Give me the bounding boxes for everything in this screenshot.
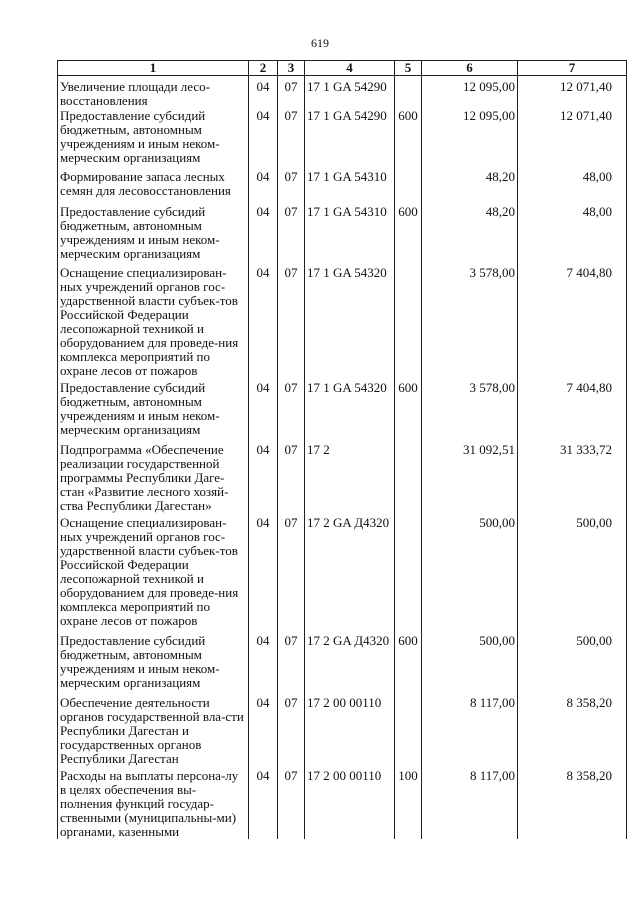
row-amount-year-2: 48,00: [518, 205, 627, 266]
table-row: [58, 109, 627, 170]
row-section: 04: [249, 266, 278, 381]
row-target-code: 17 2 00 00110: [305, 696, 395, 769]
row-expense-type: 600: [395, 109, 422, 170]
row-expense-type: [395, 266, 422, 381]
row-target-code: 17 1 GA 54310: [305, 170, 395, 205]
column-header-2: 2: [249, 61, 278, 76]
row-section: 04: [249, 634, 278, 696]
budget-table: [57, 60, 627, 839]
column-header-7: 7: [518, 61, 627, 76]
row-subsection: 07: [278, 443, 305, 516]
row-subsection: 07: [278, 769, 305, 839]
table-header-row: [58, 61, 627, 76]
row-expense-type: 600: [395, 381, 422, 443]
column-header-5: 5: [395, 61, 422, 76]
row-target-code: 17 2 GA Д4320: [305, 516, 395, 634]
row-subsection: 07: [278, 381, 305, 443]
row-amount-year-1: 12 095,00: [422, 76, 518, 109]
row-amount-year-2: 48,00: [518, 170, 627, 205]
row-name: Обеспечение деятельности органов государственной вла-сти Республики Дагестан и государственных органов Республики Дагестан: [58, 696, 249, 769]
table-row: [58, 769, 627, 839]
row-amount-year-1: 8 117,00: [422, 769, 518, 839]
row-name: Подпрограмма «Обеспечение реализации государственной программы Республики Даге-стан «Развитие лесного хозяй-ства Республики Дагестан»: [58, 443, 249, 516]
row-target-code: 17 1 GA 54290: [305, 76, 395, 109]
row-name: Оснащение специализирован-ных учреждений органов гос-ударственной власти субъек-тов Российской Федерации лесопожарной техникой и оборудованием для проведе-ния комплекса мероприятий по охране лесов от пожаров: [58, 516, 249, 634]
table-row: [58, 266, 627, 381]
table-row: [58, 205, 627, 266]
row-amount-year-2: 500,00: [518, 516, 627, 634]
row-section: 04: [249, 170, 278, 205]
column-header-1: 1: [58, 61, 249, 76]
row-target-code: 17 1 GA 54320: [305, 381, 395, 443]
column-header-6: 6: [422, 61, 518, 76]
row-name: Предоставление субсидий бюджетным, автономным учреждениям и иным неком-мерческим организациям: [58, 109, 249, 170]
row-target-code: 17 2 GA Д4320: [305, 634, 395, 696]
row-section: 04: [249, 109, 278, 170]
table-row: [58, 381, 627, 443]
row-subsection: 07: [278, 516, 305, 634]
row-amount-year-2: 12 071,40: [518, 76, 627, 109]
row-name: Предоставление субсидий бюджетным, автономным учреждениям и иным неком-мерческим организациям: [58, 634, 249, 696]
column-header-4: 4: [305, 61, 395, 76]
row-subsection: 07: [278, 76, 305, 109]
row-amount-year-1: 3 578,00: [422, 266, 518, 381]
row-target-code: 17 2: [305, 443, 395, 516]
row-amount-year-2: 12 071,40: [518, 109, 627, 170]
row-amount-year-1: 48,20: [422, 170, 518, 205]
row-name: Расходы на выплаты персона-лу в целях обеспечения вы-полнения функций государ-ственными (муниципальны-ми) органами, казенными: [58, 769, 249, 839]
row-name: Формирование запаса лесных семян для лесовосстановления: [58, 170, 249, 205]
row-target-code: 17 1 GA 54320: [305, 266, 395, 381]
table-row: [58, 634, 627, 696]
row-amount-year-2: 500,00: [518, 634, 627, 696]
table-row: [58, 516, 627, 634]
row-name: Предоставление субсидий бюджетным, автономным учреждениям и иным неком-мерческим организациям: [58, 381, 249, 443]
row-section: 04: [249, 76, 278, 109]
row-expense-type: 600: [395, 634, 422, 696]
row-section: 04: [249, 443, 278, 516]
table-row: [58, 443, 627, 516]
row-subsection: 07: [278, 266, 305, 381]
row-amount-year-1: 12 095,00: [422, 109, 518, 170]
row-target-code: 17 2 00 00110: [305, 769, 395, 839]
row-amount-year-2: 7 404,80: [518, 266, 627, 381]
row-expense-type: 600: [395, 205, 422, 266]
row-expense-type: [395, 696, 422, 769]
row-amount-year-1: 500,00: [422, 634, 518, 696]
row-subsection: 07: [278, 170, 305, 205]
row-amount-year-1: 8 117,00: [422, 696, 518, 769]
row-name: Оснащение специализирован-ных учреждений органов гос-ударственной власти субъек-тов Российской Федерации лесопожарной техникой и оборудованием для проведе-ния комплекса мероприятий по охране лесов от пожаров: [58, 266, 249, 381]
row-name: Предоставление субсидий бюджетным, автономным учреждениям и иным неком-мерческим организациям: [58, 205, 249, 266]
table-row: [58, 696, 627, 769]
row-section: 04: [249, 769, 278, 839]
row-section: 04: [249, 381, 278, 443]
row-expense-type: [395, 443, 422, 516]
table-body: [58, 76, 627, 839]
row-subsection: 07: [278, 205, 305, 266]
table-row: [58, 76, 627, 109]
row-amount-year-2: 31 333,72: [518, 443, 627, 516]
row-section: 04: [249, 696, 278, 769]
row-amount-year-2: 7 404,80: [518, 381, 627, 443]
table-row: [58, 170, 627, 205]
page-number: 619: [311, 36, 329, 50]
row-expense-type: [395, 170, 422, 205]
row-target-code: 17 1 GA 54310: [305, 205, 395, 266]
row-amount-year-1: 48,20: [422, 205, 518, 266]
row-amount-year-1: 31 092,51: [422, 443, 518, 516]
row-expense-type: 100: [395, 769, 422, 839]
row-amount-year-2: 8 358,20: [518, 769, 627, 839]
row-subsection: 07: [278, 696, 305, 769]
row-amount-year-2: 8 358,20: [518, 696, 627, 769]
row-expense-type: [395, 516, 422, 634]
row-section: 04: [249, 516, 278, 634]
row-amount-year-1: 500,00: [422, 516, 518, 634]
column-header-3: 3: [278, 61, 305, 76]
row-subsection: 07: [278, 634, 305, 696]
row-target-code: 17 1 GA 54290: [305, 109, 395, 170]
row-expense-type: [395, 76, 422, 109]
row-section: 04: [249, 205, 278, 266]
row-subsection: 07: [278, 109, 305, 170]
row-amount-year-1: 3 578,00: [422, 381, 518, 443]
row-name: Увеличение площади лесо- восстановления: [58, 76, 249, 109]
